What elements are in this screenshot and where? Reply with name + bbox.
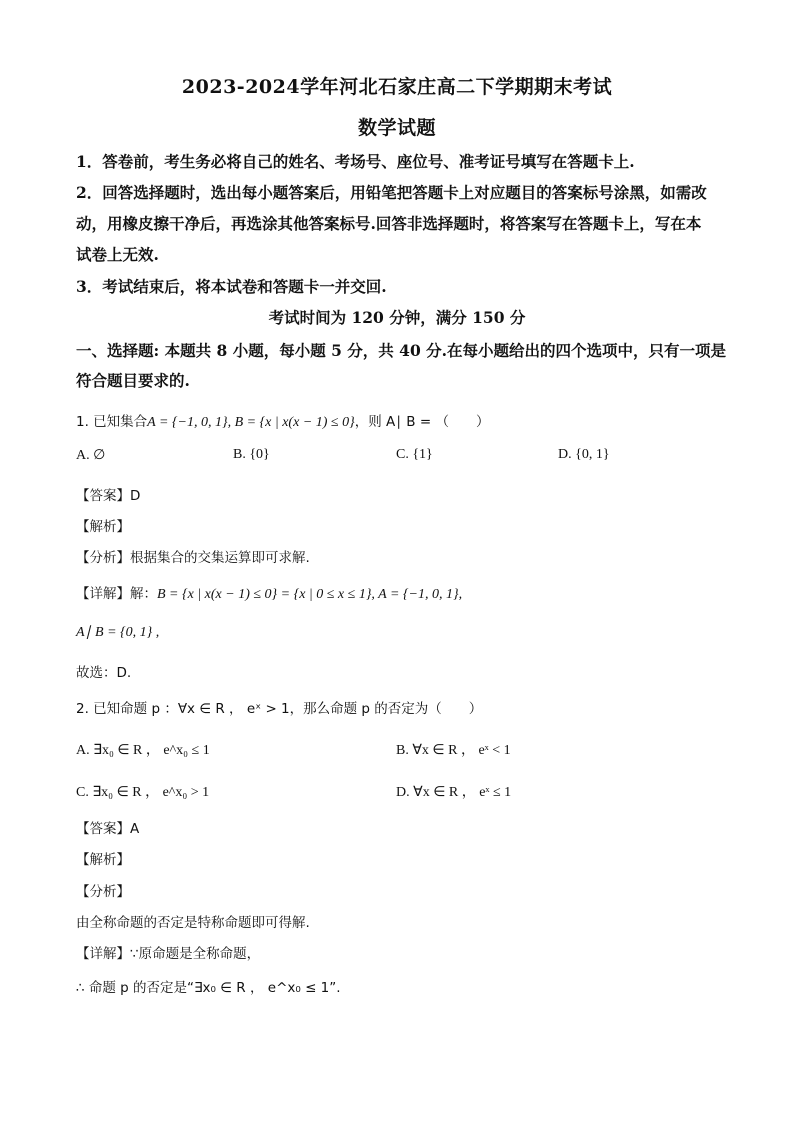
q2-fenxi: 【分析】 <box>76 884 130 900</box>
q2-answer: 【答案】A <box>76 821 140 837</box>
section-heading-1: 一、选择题: 本题共 8 小题，每小题 5 分，共 40 分.在每小题给出的四个选项中，只有一项是 <box>76 341 727 360</box>
q2-fenxi-text: 由全称命题的否定是特称命题即可得解. <box>76 915 310 931</box>
q1-prefix: 1. 已知集合 <box>76 414 148 430</box>
q1-detail-prefix: 【详解】解： <box>76 586 157 602</box>
q2-conclusion: ∴ 命题 p 的否定是“∃x₀ ∈ R ， e^x₀ ≤ 1”. <box>76 980 341 996</box>
instruction-2b: 动，用橡皮擦干净后，再选涂其他答案标号.回答非选择题时，将答案写在答题卡上，写在本 <box>76 214 702 233</box>
q1-stem <box>76 410 489 431</box>
q1-answer: 【答案】D <box>76 488 141 504</box>
q2-option-b: B. ∀x ∈ R ， eˣ < 1 <box>396 743 511 758</box>
q2-stem: 2. 已知命题 p ：∀x ∈ R ， eˣ > 1，那么命题 p 的否定为（ ） <box>76 701 483 717</box>
q1-set-a: A = {−1, 0, 1}, <box>147 415 235 430</box>
instruction-1: 1．答卷前，考生务必将自己的姓名、考场号、座位号、准考证号填写在答题卡上. <box>76 152 635 171</box>
q1-option-d: D. {0, 1} <box>558 447 610 462</box>
q1-detail-math: B = {x | x(x − 1) ≤ 0} = {x | 0 ≤ x ≤ 1}, A = {−1, 0, 1}, <box>157 587 463 602</box>
q1-choose: 故选：D. <box>76 665 132 681</box>
q2-option-d: D. ∀x ∈ R ， eˣ ≤ 1 <box>396 785 512 800</box>
instruction-2a: 2．回答选择题时，选出每小题答案后，用铅笔把答题卡上对应题目的答案标号涂黑，如需改 <box>76 183 707 202</box>
q1-suffix: ，则 A∣ B = （ ） <box>354 414 490 430</box>
q1-option-a: A. ∅ <box>76 448 106 463</box>
q1-option-b: B. {0} <box>233 447 270 462</box>
q1-result: A∣ B = {0, 1} , <box>76 625 160 640</box>
exam-title: 2023-2024学年河北石家庄高二下学期期末考试 <box>181 76 613 98</box>
q2-option-a: A. ∃x₀ ∈ R ， e^x₀ ≤ 1 <box>76 743 210 758</box>
exam-time: 考试时间为 120 分钟，满分 150 分 <box>268 308 526 327</box>
section-heading-2: 符合题目要求的. <box>76 371 190 390</box>
q2-option-c: C. ∃x₀ ∈ R ， e^x₀ > 1 <box>76 785 210 800</box>
q1-detail <box>76 582 462 603</box>
q1-set-b: B = {x | x(x − 1) ≤ 0} <box>234 415 355 430</box>
q1-option-c: C. {1} <box>396 447 433 462</box>
q2-analysis-tag: 【解析】 <box>76 852 130 868</box>
instruction-3: 3．考试结束后，将本试卷和答题卡一并交回. <box>76 277 387 296</box>
q2-detail: 【详解】∵原命题是全称命题， <box>76 946 261 962</box>
exam-subtitle: 数学试题 <box>357 117 436 139</box>
q1-analysis-tag: 【解析】 <box>76 519 130 535</box>
instruction-2c: 试卷上无效. <box>76 245 159 264</box>
q1-fenxi: 【分析】根据集合的交集运算即可求解. <box>76 550 310 566</box>
